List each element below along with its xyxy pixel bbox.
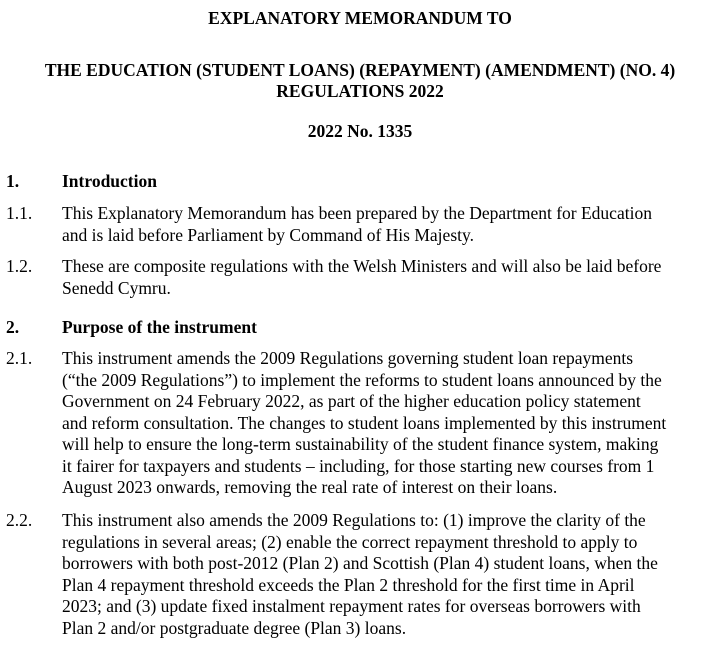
para-2-2-number: 2.2.: [6, 510, 33, 530]
section-1-heading: Introduction: [62, 171, 157, 191]
regulations-title: [0, 60, 720, 102]
para-line: it fairer for taxpayers and students – including, for those starting new courses from 1: [62, 455, 655, 476]
para-line: and reform consultation. The changes to student loans implemented by this instrument: [62, 412, 667, 433]
para-line: This instrument also amends the 2009 Regulations to: (1) improve the clarity of the: [62, 510, 646, 530]
para-line: (“the 2009 Regulations”) to implement the reforms to student loans announced by the: [62, 369, 662, 390]
section-2-heading: Purpose of the instrument: [62, 317, 257, 337]
para-line: Plan 2 and/or postgraduate degree (Plan 3) loans.: [62, 617, 407, 638]
regulations-title-line1: THE EDUCATION (STUDENT LOANS) (REPAYMENT) (AMENDMENT) (NO. 4): [44, 60, 676, 80]
para-line: regulations in several areas; (2) enable the correct repayment threshold to apply to: [62, 531, 638, 552]
para-2-1-number: 2.1.: [6, 348, 33, 368]
para-line: borrowers with both post-2012 (Plan 2) and Scottish (Plan 4) student loans, when the: [62, 553, 658, 573]
memo-title: EXPLANATORY MEMORANDUM TO: [208, 8, 512, 28]
para-line: These are composite regulations with the Welsh Ministers and will also be laid before: [62, 256, 662, 276]
si-number: 2022 No. 1335: [307, 121, 413, 141]
para-line: will help to ensure the long-term sustainability of the student finance system, making: [62, 434, 659, 454]
section-1-number: 1.: [6, 171, 20, 191]
para-line: Plan 4 repayment threshold exceeds the Plan 2 threshold for the first time in April: [62, 574, 635, 595]
para-line: This instrument amends the 2009 Regulations governing student loan repayments: [62, 348, 634, 368]
para-line: and is laid before Parliament by Command of His Majesty.: [62, 224, 474, 245]
para-1-1-number: 1.1.: [6, 203, 33, 223]
para-2-1: [62, 348, 720, 499]
para-line: This Explanatory Memorandum has been prepared by the Department for Education: [62, 203, 652, 223]
para-line: August 2023 onwards, removing the real rate of interest on their loans.: [62, 477, 558, 497]
para-line: 2023; and (3) update fixed instalment repayment rates for overseas borrowers with: [62, 596, 641, 616]
para-line: Government on 24 February 2022, as part of the higher education policy statement: [62, 391, 641, 411]
para-line: Senedd Cymru.: [62, 277, 171, 298]
para-1-2: [62, 256, 720, 299]
para-1-1: [62, 203, 720, 246]
para-1-2-number: 1.2.: [6, 256, 33, 276]
para-2-2: [62, 510, 720, 639]
section-2-number: 2.: [6, 317, 20, 337]
regulations-title-line2: REGULATIONS 2022: [276, 81, 444, 101]
